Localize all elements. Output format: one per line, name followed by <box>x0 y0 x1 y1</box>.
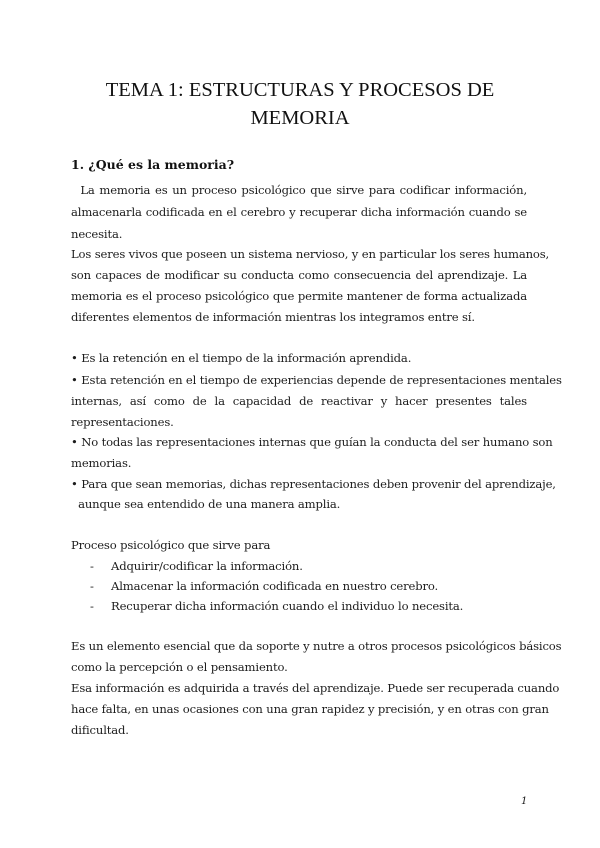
paragraph-line: almacenarla codificada en el cerebro y recuperar dicha información cuando se <box>71 205 527 219</box>
bullet-line: • Para que sean memorias, dichas representaciones deben provenir del aprendizaje, <box>71 477 556 491</box>
paragraph-line: Los seres vivos que poseen un sistema nervioso, y en particular los seres humanos, <box>71 247 550 261</box>
paragraph-line: son capaces de modificar su conducta como consecuencia del aprendizaje. La <box>71 268 527 282</box>
paragraph-line: hace falta, en unas ocasiones con una gran rapidez y precisión, y en otras con gran <box>71 702 549 716</box>
paragraph-line: Esa información es adquirida a través del aprendizaje. Puede ser recuperada cuando <box>71 681 560 695</box>
page-title <box>60 76 540 132</box>
section-heading: 1. ¿Qué es la memoria? <box>71 157 235 172</box>
process-intro: Proceso psicológico que sirve para <box>71 538 271 552</box>
paragraph-line: necesita. <box>71 227 123 241</box>
paragraph-line: La memoria es un proceso psicológico que sirve para codificar información, <box>71 183 527 197</box>
paragraph-line: memoria es el proceso psicológico que permite mantener de forma actualizada <box>71 289 527 303</box>
paragraph-line: Es un elemento esencial que da soporte y nutre a otros procesos psicológicos básicos <box>71 639 562 653</box>
bullet-line: • No todas las representaciones internas que guían la conducta del ser humano son <box>71 435 553 449</box>
process-item-text: Recuperar dicha información cuando el individuo lo necesita. <box>111 599 464 613</box>
process-list-item <box>90 576 438 596</box>
process-list-item <box>90 556 303 576</box>
dash-marker: - <box>90 579 94 593</box>
bullet-line: representaciones. <box>71 415 174 429</box>
dash-marker: - <box>90 599 94 613</box>
process-list-item <box>90 596 463 616</box>
bullet-line: • Es la retención en el tiempo de la información aprendida. <box>71 351 412 365</box>
bullet-line: • Esta retención en el tiempo de experiencias depende de representaciones mentales <box>71 373 562 387</box>
bullet-line: internas, así como de la capacidad de reactivar y hacer presentes tales <box>71 394 527 408</box>
paragraph-line: dificultad. <box>71 723 129 737</box>
dash-marker: - <box>90 559 94 573</box>
bullet-line: memorias. <box>71 456 132 470</box>
title-line-1: TEMA 1: ESTRUCTURAS Y PROCESOS DE <box>105 79 495 101</box>
bullet-line: aunque sea entendido de una manera amplia. <box>71 497 341 511</box>
paragraph-line: diferentes elementos de información mientras los integramos entre sí. <box>71 310 475 324</box>
paragraph-line: como la percepción o el pensamiento. <box>71 660 288 674</box>
title-line-2: MEMORIA <box>250 107 350 129</box>
process-item-text: Adquirir/codificar la información. <box>111 559 303 573</box>
process-item-text: Almacenar la información codificada en nuestro cerebro. <box>111 579 439 593</box>
page-number: 1 <box>521 796 528 807</box>
